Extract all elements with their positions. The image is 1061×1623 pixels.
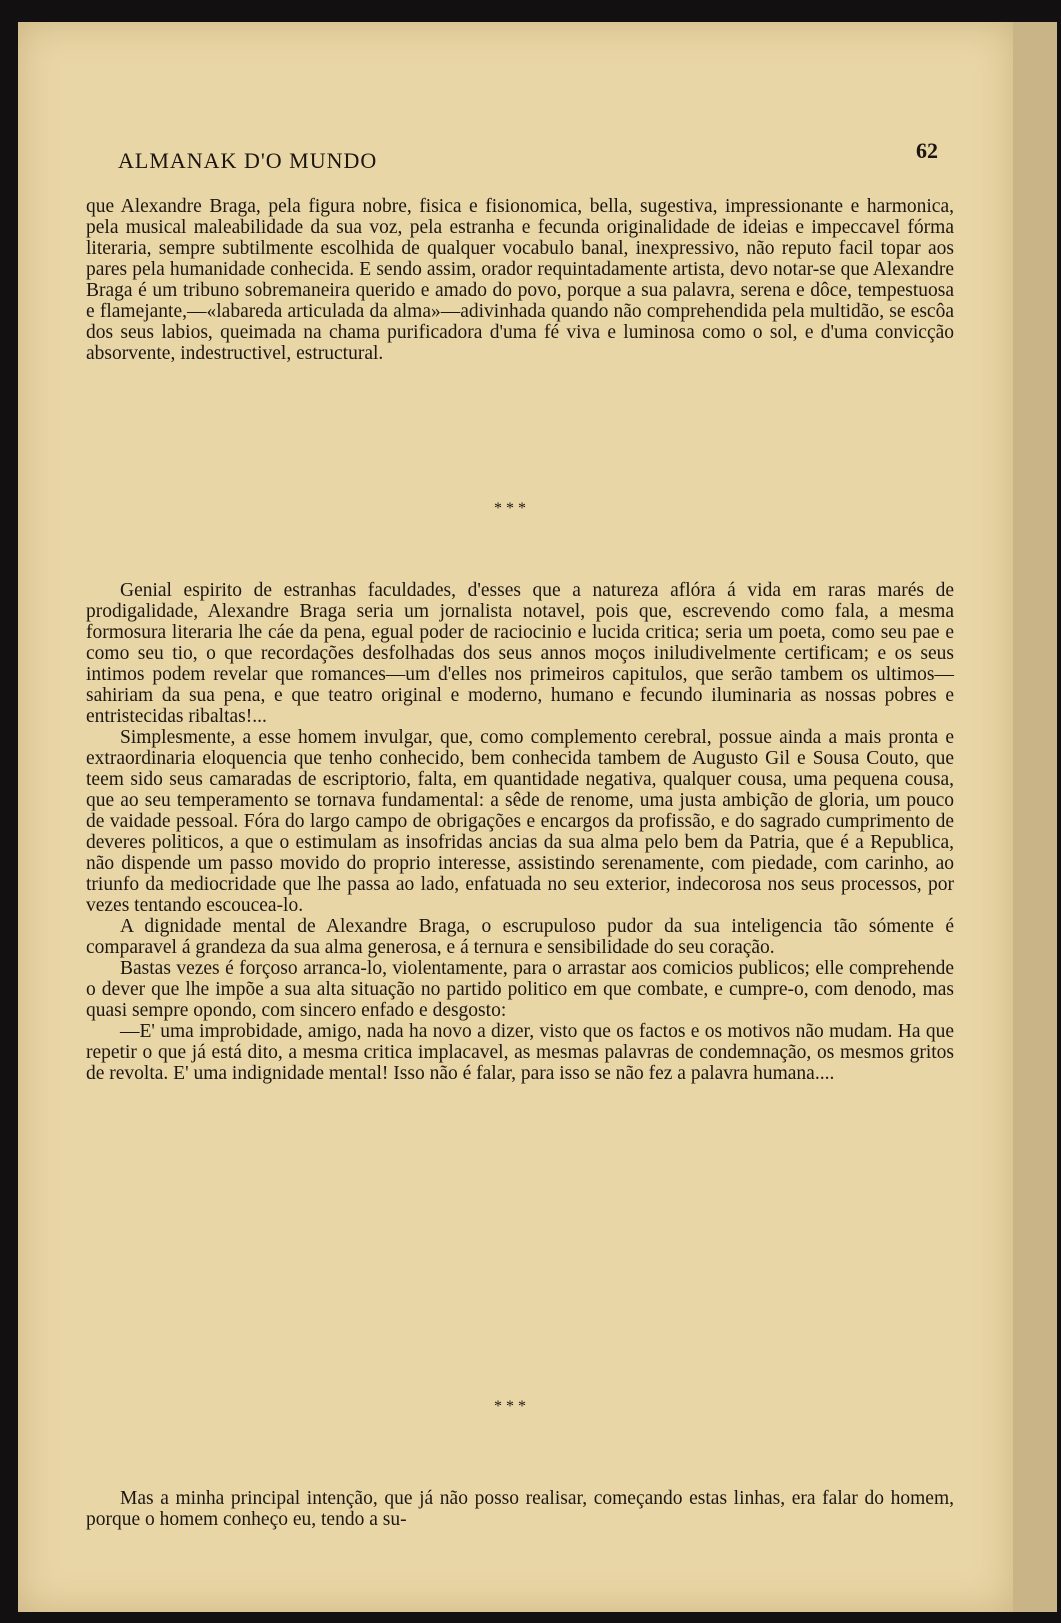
section-separator <box>450 498 570 548</box>
paragraph: A dignidade mental de Alexandre Braga, o escrupuloso pudor da sua inteligencia tão sómente é comparavel á grandeza da sua alma generosa, e á ternura e sensibilidade do seu coração. <box>86 916 954 958</box>
page-number: 62 <box>916 138 938 163</box>
paragraph: Simplesmente, a esse homem invulgar, que, como complemento cerebral, possue ainda a mais pronta e extraordinaria eloquencia que tenho conhecido, bem conhecida tambem de Augusto Gil e Sousa Couto, que teem sido seus camaradas de escriptorio, falta, em quantidade negativa, qualquer cousa, uma pequena cousa, que ao seu temperamento se tornava fundamental: a sêde de renome, uma justa ambição de gloria, um pouco de vaidade pessoal. Fóra do largo campo de obrigações e encargos da profissão, e do sagrado cumprimento de deveres politicos, a que o estimulam as insofridas ancias da sua alma pelo bem da Patria, que é a Republica, não dispende um passo movido do proprio interesse, assistindo serenamente, com piedade, com carinho, ao triunfo da mediocridade que lhe passa ao lado, enfatuada no seu exterior, indecorosa nos seus processos, por vezes tentando escoucea-lo. <box>86 727 954 916</box>
section-separator <box>450 1396 570 1446</box>
asterism: * * * <box>494 500 526 517</box>
body-text-middle <box>86 580 954 1084</box>
paragraph: Bastas vezes é forçoso arranca-lo, violentamente, para o arrastar aos comicios publicos; elle comprehende o dever que lhe impõe a sua alta situação no partido politico em que combate, e cumpre-o, com denodo, mas quasi sempre opondo, com sincero enfado e desgosto: <box>86 958 954 1021</box>
page-header <box>118 138 938 182</box>
body-text-bottom <box>86 1488 954 1530</box>
body-text-top <box>86 196 954 364</box>
paragraph: —E' uma improbidade, amigo, nada ha novo a dizer, visto que os factos e os motivos não mudam. Ha que repetir o que já está dito, a mesma critica implacavel, as mesmas palavras de condemnação, os mesmos gritos de revolta. E' uma indignidade mental! Isso não é falar, para isso se não fez a palavra humana.... <box>86 1021 954 1084</box>
asterism: * * * <box>494 1398 526 1415</box>
page-edge <box>1013 22 1057 1612</box>
running-title: ALMANAK D'O MUNDO <box>118 148 378 173</box>
paragraph: Genial espirito de estranhas faculdades, d'esses que a natureza aflóra á vida em raras marés de prodigalidade, Alexandre Braga seria um jornalista notavel, pois que, escrevendo como fala, a mesma formosura literaria lhe cáe da pena, egual poder de raciocinio e lucida critica; seria um poeta, como seu pae e como seu tio, o que recordações desfolhadas dos seus annos moços iniludivelmente certificam; e os seus intimos podem revelar que romances—um d'elles nos primeiros capitulos, que serão tambem os ultimos—sahiriam da sua pena, e que teatro original e moderno, humano e fecundo iluminaria as nossas pobres e entristecidas ribaltas!... <box>86 580 954 727</box>
paragraph: que Alexandre Braga, pela figura nobre, fisica e fisionomica, bella, sugestiva, impressionante e harmonica, pela musical maleabilidade da sua voz, pela estranha e fecunda originalidade de ideias e impeccavel fórma literaria, sempre subtilmente escolhida de qualquer vocabulo banal, inexpressivo, não reputo facil topar aos pares pela humanidade conhecida. E sendo assim, orador requintadamente artista, devo notar-se que Alexandre Braga é um tribuno sobremaneira querido e amado do povo, porque a sua palavra, serena e dôce, tempestuosa e flamejante,—«labareda articulada da alma»—adivinhada quando não comprehendida pela multidão, se escôa dos seus labios, queimada na chama purificadora d'uma fé viva e luminosa como o sol, e d'uma convicção absorvente, indestructivel, estructural. <box>86 196 954 364</box>
paragraph: Mas a minha principal intenção, que já não posso realisar, começando estas linhas, era falar do homem, porque o homem conheço eu, tendo a su- <box>86 1488 954 1530</box>
